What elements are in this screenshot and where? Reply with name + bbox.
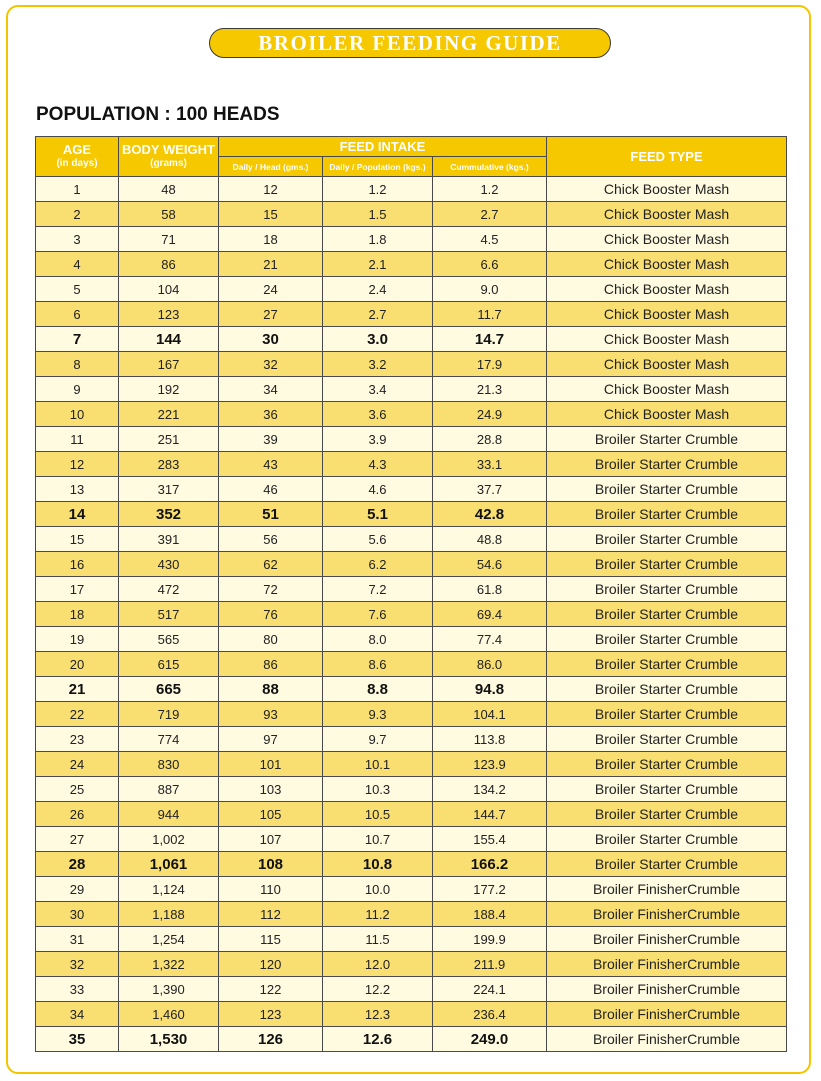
table-row [36,352,787,377]
feed-type-cell: Broiler Starter Crumble [547,477,787,502]
daily-head-cell: 97 [219,727,323,752]
daily-head-cell: 120 [219,952,323,977]
feed-type-cell: Broiler FinisherCrumble [547,1027,787,1052]
age-cell: 31 [36,927,119,952]
body-weight-cell: 221 [119,402,219,427]
daily-head-cell: 76 [219,602,323,627]
table-row [36,802,787,827]
table-row [36,477,787,502]
daily-head-cell: 110 [219,877,323,902]
cumulative-cell: 24.9 [433,402,547,427]
daily-population-cell: 12.0 [323,952,433,977]
body-weight-cell: 1,390 [119,977,219,1002]
age-cell: 1 [36,177,119,202]
body-weight-cell: 1,460 [119,1002,219,1027]
body-weight-cell: 830 [119,752,219,777]
body-weight-cell: 352 [119,502,219,527]
feed-type-cell: Chick Booster Mash [547,277,787,302]
daily-population-cell: 10.1 [323,752,433,777]
daily-population-cell: 10.8 [323,852,433,877]
table-row [36,777,787,802]
feed-type-cell: Broiler Starter Crumble [547,652,787,677]
feed-type-cell: Chick Booster Mash [547,302,787,327]
cumulative-cell: 28.8 [433,427,547,452]
age-cell: 16 [36,552,119,577]
daily-head-cell: 46 [219,477,323,502]
body-weight-cell: 192 [119,377,219,402]
body-weight-cell: 565 [119,627,219,652]
daily-population-cell: 11.5 [323,927,433,952]
daily-population-cell: 6.2 [323,552,433,577]
body-weight-cell: 665 [119,677,219,702]
cumulative-cell: 155.4 [433,827,547,852]
daily-head-cell: 30 [219,327,323,352]
age-cell: 24 [36,752,119,777]
table-row [36,927,787,952]
age-cell: 34 [36,1002,119,1027]
feed-type-cell: Broiler FinisherCrumble [547,977,787,1002]
cumulative-cell: 4.5 [433,227,547,252]
cumulative-cell: 188.4 [433,902,547,927]
daily-population-cell: 1.5 [323,202,433,227]
header-age-sub: (in days) [56,157,98,169]
daily-population-cell: 5.1 [323,502,433,527]
daily-population-cell: 10.7 [323,827,433,852]
daily-population-cell: 9.3 [323,702,433,727]
daily-population-cell: 12.2 [323,977,433,1002]
daily-population-cell: 3.4 [323,377,433,402]
table-row [36,627,787,652]
daily-head-cell: 126 [219,1027,323,1052]
daily-head-cell: 122 [219,977,323,1002]
daily-head-cell: 12 [219,177,323,202]
age-cell: 17 [36,577,119,602]
header-age [36,137,119,177]
cumulative-cell: 86.0 [433,652,547,677]
table-body [36,177,787,1052]
daily-head-cell: 27 [219,302,323,327]
daily-head-cell: 18 [219,227,323,252]
cumulative-cell: 54.6 [433,552,547,577]
feed-type-cell: Broiler Starter Crumble [547,727,787,752]
table-row [36,452,787,477]
daily-population-cell: 7.6 [323,602,433,627]
population-label: POPULATION : 100 HEADS [36,104,280,125]
daily-head-cell: 56 [219,527,323,552]
cumulative-cell: 94.8 [433,677,547,702]
feed-type-cell: Broiler Starter Crumble [547,427,787,452]
table-row [36,877,787,902]
daily-population-cell: 3.0 [323,327,433,352]
daily-population-cell: 2.4 [323,277,433,302]
body-weight-cell: 251 [119,427,219,452]
daily-population-cell: 12.3 [323,1002,433,1027]
daily-population-cell: 7.2 [323,577,433,602]
body-weight-cell: 1,530 [119,1027,219,1052]
feed-type-cell: Chick Booster Mash [547,402,787,427]
table-row [36,577,787,602]
body-weight-cell: 86 [119,252,219,277]
cumulative-cell: 14.7 [433,327,547,352]
body-weight-cell: 167 [119,352,219,377]
daily-head-cell: 112 [219,902,323,927]
table-row [36,252,787,277]
age-cell: 12 [36,452,119,477]
daily-population-cell: 11.2 [323,902,433,927]
daily-head-cell: 36 [219,402,323,427]
table-row [36,177,787,202]
age-cell: 15 [36,527,119,552]
daily-population-cell: 12.6 [323,1027,433,1052]
title-banner [209,28,611,58]
daily-head-cell: 34 [219,377,323,402]
table-row [36,702,787,727]
body-weight-cell: 1,061 [119,852,219,877]
age-cell: 3 [36,227,119,252]
feed-type-cell: Broiler FinisherCrumble [547,877,787,902]
feed-type-cell: Chick Booster Mash [547,252,787,277]
cumulative-cell: 166.2 [433,852,547,877]
body-weight-cell: 719 [119,702,219,727]
feed-type-cell: Chick Booster Mash [547,227,787,252]
age-cell: 7 [36,327,119,352]
body-weight-cell: 391 [119,527,219,552]
age-cell: 4 [36,252,119,277]
body-weight-cell: 944 [119,802,219,827]
daily-population-cell: 3.6 [323,402,433,427]
daily-head-cell: 101 [219,752,323,777]
cumulative-cell: 61.8 [433,577,547,602]
body-weight-cell: 887 [119,777,219,802]
cumulative-cell: 77.4 [433,627,547,652]
daily-population-cell: 8.8 [323,677,433,702]
daily-head-cell: 21 [219,252,323,277]
body-weight-cell: 123 [119,302,219,327]
daily-head-cell: 103 [219,777,323,802]
daily-head-cell: 15 [219,202,323,227]
daily-head-cell: 72 [219,577,323,602]
table-row [36,377,787,402]
age-cell: 26 [36,802,119,827]
feed-type-cell: Broiler Starter Crumble [547,677,787,702]
age-cell: 23 [36,727,119,752]
table-row [36,202,787,227]
table-row [36,727,787,752]
body-weight-cell: 774 [119,727,219,752]
feed-type-cell: Broiler Starter Crumble [547,527,787,552]
daily-population-cell: 8.0 [323,627,433,652]
age-cell: 19 [36,627,119,652]
table-row [36,952,787,977]
age-cell: 25 [36,777,119,802]
feed-type-cell: Chick Booster Mash [547,202,787,227]
table-row [36,327,787,352]
cumulative-cell: 11.7 [433,302,547,327]
table-row [36,552,787,577]
body-weight-cell: 472 [119,577,219,602]
cumulative-cell: 211.9 [433,952,547,977]
cumulative-cell: 33.1 [433,452,547,477]
age-cell: 11 [36,427,119,452]
daily-head-cell: 24 [219,277,323,302]
daily-head-cell: 123 [219,1002,323,1027]
age-cell: 9 [36,377,119,402]
header-feed-type: FEED TYPE [547,137,787,177]
header-body-weight-sub: (grams) [150,157,187,169]
body-weight-cell: 1,002 [119,827,219,852]
age-cell: 33 [36,977,119,1002]
cumulative-cell: 177.2 [433,877,547,902]
feeding-guide-table [35,136,787,1052]
cumulative-cell: 123.9 [433,752,547,777]
daily-population-cell: 4.3 [323,452,433,477]
age-cell: 35 [36,1027,119,1052]
body-weight-cell: 1,254 [119,927,219,952]
daily-population-cell: 5.6 [323,527,433,552]
cumulative-cell: 1.2 [433,177,547,202]
cumulative-cell: 249.0 [433,1027,547,1052]
age-cell: 32 [36,952,119,977]
feed-type-cell: Broiler Starter Crumble [547,627,787,652]
daily-head-cell: 39 [219,427,323,452]
cumulative-cell: 2.7 [433,202,547,227]
table-row [36,227,787,252]
age-cell: 2 [36,202,119,227]
daily-population-cell: 10.0 [323,877,433,902]
feed-type-cell: Broiler Starter Crumble [547,802,787,827]
table-row [36,1027,787,1052]
table-row [36,677,787,702]
daily-population-cell: 8.6 [323,652,433,677]
page-title: BROILER FEEDING GUIDE [258,30,562,55]
daily-population-cell: 1.2 [323,177,433,202]
cumulative-cell: 144.7 [433,802,547,827]
cumulative-cell: 37.7 [433,477,547,502]
daily-head-cell: 43 [219,452,323,477]
feed-type-cell: Broiler Starter Crumble [547,502,787,527]
daily-population-cell: 10.5 [323,802,433,827]
body-weight-cell: 1,124 [119,877,219,902]
body-weight-cell: 104 [119,277,219,302]
table-row [36,752,787,777]
body-weight-cell: 517 [119,602,219,627]
feed-type-cell: Chick Booster Mash [547,377,787,402]
age-cell: 30 [36,902,119,927]
table-row [36,427,787,452]
daily-head-cell: 32 [219,352,323,377]
daily-population-cell: 2.7 [323,302,433,327]
age-cell: 10 [36,402,119,427]
cumulative-cell: 224.1 [433,977,547,1002]
header-age-label: AGE [62,141,92,157]
table-row [36,977,787,1002]
table-row [36,852,787,877]
feed-type-cell: Broiler Starter Crumble [547,827,787,852]
table-row [36,302,787,327]
feed-type-cell: Broiler Starter Crumble [547,752,787,777]
header-feed-intake: FEED INTAKE [219,137,547,157]
age-cell: 13 [36,477,119,502]
body-weight-cell: 48 [119,177,219,202]
body-weight-cell: 283 [119,452,219,477]
feed-type-cell: Broiler Starter Crumble [547,702,787,727]
daily-head-cell: 62 [219,552,323,577]
table-row [36,902,787,927]
age-cell: 22 [36,702,119,727]
feed-type-cell: Broiler Starter Crumble [547,577,787,602]
daily-population-cell: 9.7 [323,727,433,752]
daily-population-cell: 1.8 [323,227,433,252]
cumulative-cell: 17.9 [433,352,547,377]
daily-population-cell: 2.1 [323,252,433,277]
body-weight-cell: 58 [119,202,219,227]
body-weight-cell: 1,322 [119,952,219,977]
body-weight-cell: 144 [119,327,219,352]
daily-head-cell: 51 [219,502,323,527]
feed-type-cell: Broiler FinisherCrumble [547,952,787,977]
age-cell: 5 [36,277,119,302]
cumulative-cell: 6.6 [433,252,547,277]
daily-head-cell: 80 [219,627,323,652]
feed-type-cell: Broiler FinisherCrumble [547,927,787,952]
table-row [36,527,787,552]
table-row [36,502,787,527]
daily-population-cell: 10.3 [323,777,433,802]
feed-type-cell: Chick Booster Mash [547,327,787,352]
cumulative-cell: 21.3 [433,377,547,402]
table-row [36,402,787,427]
feed-type-cell: Broiler Starter Crumble [547,552,787,577]
age-cell: 6 [36,302,119,327]
header-daily-population: Daily / Population (kgs.) [323,157,433,177]
cumulative-cell: 69.4 [433,602,547,627]
table-row [36,827,787,852]
daily-head-cell: 107 [219,827,323,852]
daily-head-cell: 93 [219,702,323,727]
daily-head-cell: 105 [219,802,323,827]
feed-type-cell: Broiler Starter Crumble [547,852,787,877]
age-cell: 18 [36,602,119,627]
age-cell: 27 [36,827,119,852]
cumulative-cell: 104.1 [433,702,547,727]
daily-population-cell: 3.9 [323,427,433,452]
feed-type-cell: Broiler Starter Crumble [547,452,787,477]
body-weight-cell: 615 [119,652,219,677]
header-daily-head: Daily / Head (gms.) [219,157,323,177]
feed-type-cell: Chick Booster Mash [547,352,787,377]
cumulative-cell: 113.8 [433,727,547,752]
feed-type-cell: Broiler FinisherCrumble [547,1002,787,1027]
table-row [36,277,787,302]
table-row [36,652,787,677]
daily-head-cell: 86 [219,652,323,677]
age-cell: 21 [36,677,119,702]
table-row [36,602,787,627]
body-weight-cell: 430 [119,552,219,577]
feed-type-cell: Broiler Starter Crumble [547,777,787,802]
cumulative-cell: 236.4 [433,1002,547,1027]
cumulative-cell: 42.8 [433,502,547,527]
feed-type-cell: Chick Booster Mash [547,177,787,202]
header-body-weight [119,137,219,177]
table-row [36,1002,787,1027]
daily-head-cell: 108 [219,852,323,877]
body-weight-cell: 1,188 [119,902,219,927]
age-cell: 20 [36,652,119,677]
body-weight-cell: 317 [119,477,219,502]
age-cell: 14 [36,502,119,527]
cumulative-cell: 199.9 [433,927,547,952]
body-weight-cell: 71 [119,227,219,252]
cumulative-cell: 48.8 [433,527,547,552]
feed-type-cell: Broiler Starter Crumble [547,602,787,627]
age-cell: 28 [36,852,119,877]
daily-head-cell: 115 [219,927,323,952]
feed-type-cell: Broiler FinisherCrumble [547,902,787,927]
cumulative-cell: 9.0 [433,277,547,302]
daily-population-cell: 4.6 [323,477,433,502]
age-cell: 8 [36,352,119,377]
cumulative-cell: 134.2 [433,777,547,802]
age-cell: 29 [36,877,119,902]
header-cumulative: Cummulative (kgs.) [433,157,547,177]
header-body-weight-label: BODY WEIGHT [122,141,215,157]
daily-population-cell: 3.2 [323,352,433,377]
daily-head-cell: 88 [219,677,323,702]
